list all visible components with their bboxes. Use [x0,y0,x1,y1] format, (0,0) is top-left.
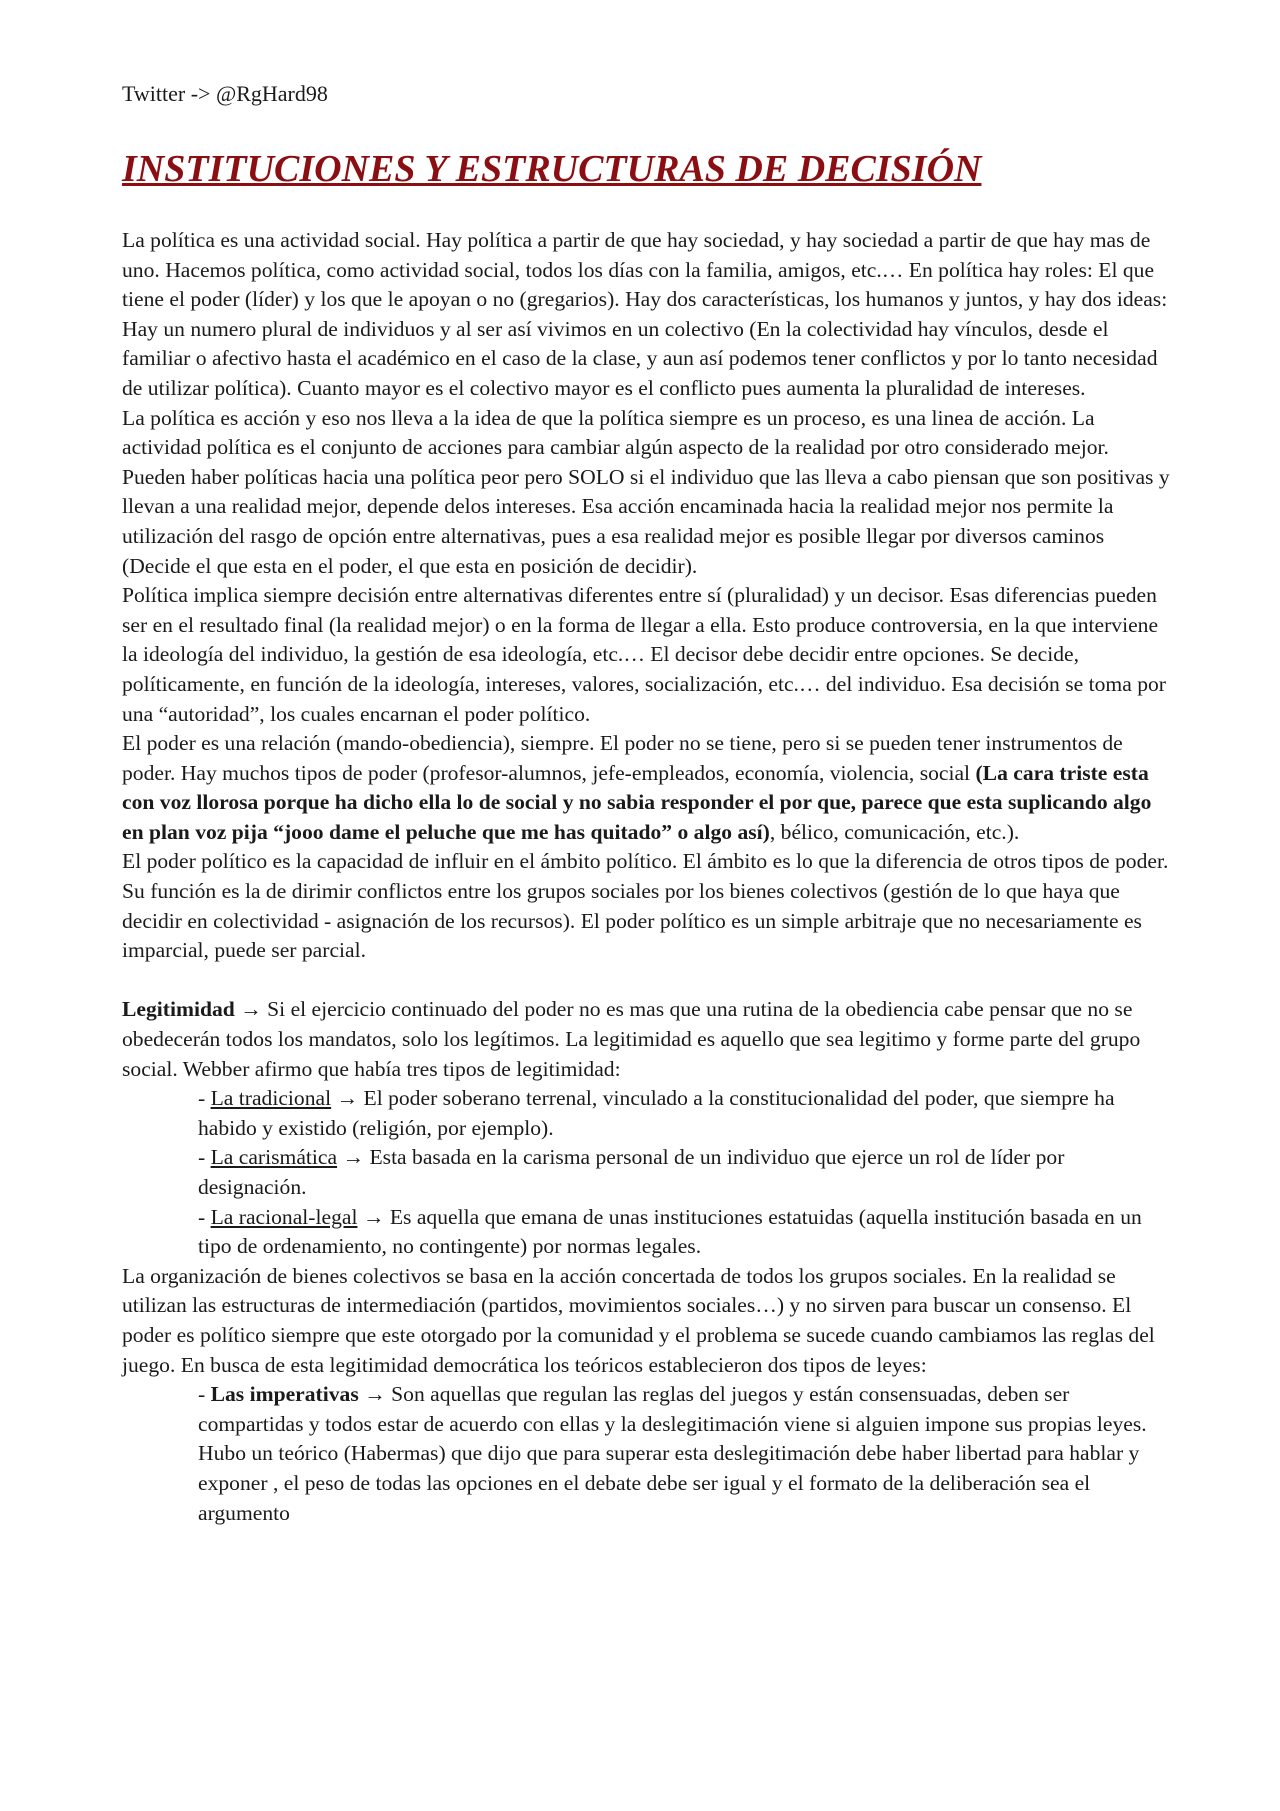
paragraph-politica-social: La política es una actividad social. Hay política a partir de que hay sociedad, y hay sociedad a partir de que hay mas de uno. Hacemos política, como actividad social, todos los días con la familia, amigos, etc.… En política hay roles: El que tiene el poder (líder) y los que le apoyan o no (gregarios). Hay dos características, los humanos y juntos, y hay dos ideas: Hay un numero plural de individuos y al ser así vivimos en un colectivo (En la colectividad hay vínculos, desde el familiar o afectivo hasta el académico en el caso de la clase, y aun así podemos tener conflictos y por lo tanto necesidad de utilizar política). Cuanto mayor es el colectivo mayor es el conflicto pues aumenta la pluralidad de intereses. [122,228,1168,400]
paragraph-decision: Política implica siempre decisión entre alternativas diferentes entre sí (pluralidad) y un decisor. Esas diferencias pueden ser en el resultado final (la realidad mejor) o en la forma de llegar a ella. Esto produce controversia, en la que interviene la ideología del individuo, la gestión de esa ideología, etc.… El decisor debe decidir entre opciones. Se decide, políticamente, en función de la ideología, intereses, valores, socialización, etc.… del individuo. Esa decisión se toma por una “autoridad”, los cuales encarnan el poder político. [122,583,1166,726]
term-carismatica: La carismática [210,1145,338,1170]
term-imperativas: Las imperativas [210,1382,359,1407]
paragraph-poder-politico: El poder político es la capacidad de influir en el ámbito político. El ámbito es lo que la diferencia de otros tipos de poder. Su función es la de dirimir conflictos entre los grupos sociales por los bienes colectivos (gestión de lo que haya que decidir en colectividad - asignación de los recursos). El poder político es un simple arbitraje que no necesariamente es imparcial, puede ser parcial. [122,849,1169,963]
list-dash: - [198,1382,211,1407]
legitimidad-term: Legitimidad [122,997,235,1022]
paragraph-poder [122,729,1172,847]
list-item-text: → El poder soberano terrenal, vinculado a la constitucionalidad del poder, que siempre ha habido y existido (religión, por ejemplo). [198,1086,1115,1140]
page-title: INSTITUCIONES Y ESTRUCTURAS DE DECISIÓN [122,148,982,190]
paragraph-politica-accion: La política es acción y eso nos lleva a la idea de que la política siempre es un proceso, es una linea de acción. La actividad política es el conjunto de acciones para cambiar algún aspecto de la realidad por otro considerado mejor. Pueden haber políticas hacia una política peor pero SOLO si el individuo que las lleva a cabo piensan que son positivas y llevan a una realidad mejor, depende delos intereses. Esa acción encaminada hacia la realidad mejor nos permite la utilización del rasgo de opción entre alternativas, pues a esa realidad mejor es posible llegar por diversos caminos (Decide el que esta en el poder, el que esta en posición de decidir). [122,405,1170,578]
poder-text-start: El poder es una relación (mando-obediencia), siempre. El poder no se tiene, pero si se pueden tener instrumentos de poder. Hay muchos tipos de poder (profesor-alumnos, jefe-empleados, economía, violencia, social [122,731,1123,785]
list-item-text: → Es aquella que emana de unas instituciones estatuidas (aquella institución basada en un tipo de ordenamiento, no contingente) por normas legales. [198,1204,1142,1259]
paragraph-legitimidad [122,995,1172,1084]
paragraph-organizacion: La organización de bienes colectivos se basa en la acción concertada de todos los grupos sociales. En la realidad se utilizan las estructuras de intermediación (partidos, movimientos sociales…) y no sirven para buscar un consenso. El poder es político siempre que este otorgado por la comunidad y el problema se sucede cuando cambiamos las reglas del juego. En busca de esta legitimidad democrática los teóricos establecieron dos tipos de leyes: [122,1263,1155,1377]
list-dash: - [198,1145,211,1170]
list-item-carismatica [122,1143,1172,1202]
list-item-imperativas [122,1380,1172,1528]
paragraph-gap [122,966,1172,996]
list-item-text: → Esta basada en la carisma personal de un individuo que ejerce un rol de líder por designación. [198,1145,1065,1199]
term-racional-legal: La racional-legal [210,1204,358,1229]
list-dash: - [198,1086,211,1111]
list-dash: - [198,1204,211,1229]
document-body [122,226,1172,1528]
list-item-text: → Son aquellas que regulan las reglas del juegos y están consensuadas, deben ser compartidas y todos estar de acuerdo con ellas y la deslegitimación viene si alguien impone sus propias leyes. Hubo un teórico (Habermas) que dijo que para superar esta deslegitimación debe haber libertad para hablar y exponer , el peso de todas las opciones en el debate debe ser igual y el formato de la deliberación sea el argumento [198,1382,1147,1525]
list-item-tradicional [122,1084,1172,1143]
term-tradicional: La tradicional [210,1086,332,1111]
list-item-racional-legal [122,1203,1172,1262]
twitter-note: Twitter -> @RgHard98 [122,81,328,106]
poder-text-end: , bélico, comunicación, etc.). [769,819,1020,844]
poder-bold-aside: (La cara triste esta con voz llorosa porque ha dicho ella lo de social y no sabia responder el por que, parece que esta suplicando algo en plan voz pija “jooo dame el peluche que me has quitado” o algo así) [122,760,1152,844]
legitimidad-text: → Si el ejercicio continuado del poder no es mas que una rutina de la obediencia cabe pensar que no se obedecerán todos los mandatos, solo los legítimos. La legitimidad es aquello que sea legitimo y forme parte del grupo social. Webber afirmo que había tres tipos de legitimidad: [122,997,1141,1081]
